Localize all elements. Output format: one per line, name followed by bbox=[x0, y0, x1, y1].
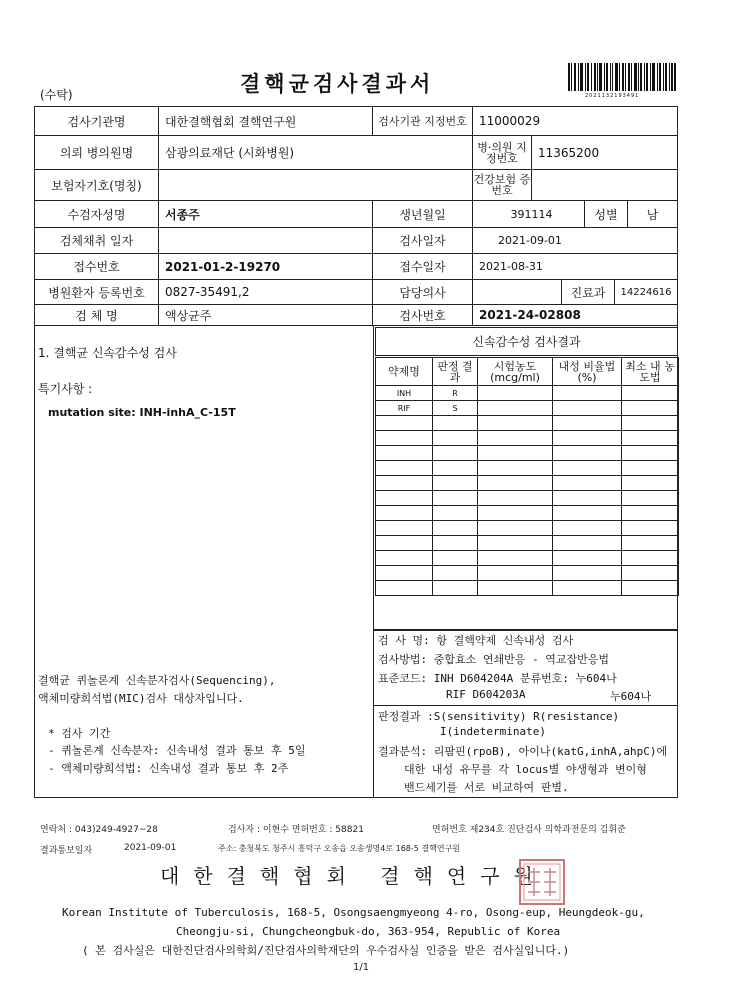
test-name: 검 사 명: 항 결핵약제 신속내성 검사 bbox=[378, 634, 574, 647]
analysis-line-1: 결과분석: 리팜핀(rpoB), 아이나(katG,inhA,ahpC)에 bbox=[378, 745, 668, 758]
empty-cell bbox=[376, 491, 433, 506]
test-no-value: 2021-24-02808 bbox=[472, 304, 678, 326]
header-result: 판정 결과 bbox=[433, 358, 478, 386]
report-date: 2021-09-01 bbox=[124, 843, 177, 853]
sex-value: 남 bbox=[627, 200, 678, 228]
drug-cell: INH bbox=[376, 386, 433, 401]
empty-cell bbox=[478, 506, 553, 521]
method-divider bbox=[374, 705, 677, 706]
hosp-patient-label: 병원환자 등록번호 bbox=[34, 279, 159, 305]
empty-cell bbox=[622, 506, 679, 521]
empty-cell bbox=[553, 476, 622, 491]
lab-id-label: 검사기관 지정번호 bbox=[372, 106, 473, 136]
empty-cell bbox=[433, 461, 478, 476]
phone: 연락처 : 043)249-4927~28 bbox=[40, 825, 158, 835]
page-title: 결핵균검사결과서 bbox=[240, 71, 435, 96]
lab-id-value: 11000029 bbox=[472, 106, 678, 136]
result-cell: R bbox=[433, 386, 478, 401]
empty-cell bbox=[478, 536, 553, 551]
empty-cell bbox=[376, 461, 433, 476]
insured-value bbox=[158, 169, 473, 201]
empty-cell bbox=[622, 461, 679, 476]
results-table bbox=[375, 357, 679, 596]
dob-label: 생년월일 bbox=[372, 200, 473, 228]
empty-cell bbox=[433, 521, 478, 536]
report-date-label: 결과통보일자 bbox=[40, 846, 93, 856]
specimen-value: 액상균주 bbox=[158, 304, 373, 326]
lab-value: 대한결핵협회 결핵연구원 bbox=[158, 106, 373, 136]
empty-cell bbox=[433, 491, 478, 506]
empty-cell bbox=[376, 416, 433, 431]
analysis-line-3: 밴드세기를 서로 비교하여 판별. bbox=[404, 781, 569, 794]
mic-cell bbox=[622, 386, 679, 401]
hospital-id-value: 11365200 bbox=[531, 135, 678, 170]
address: 주소: 충청북도 청주시 흥덕구 오송읍 오송생명4로 168-5 결핵연구원 bbox=[218, 844, 461, 853]
lab-label: 검사기관명 bbox=[34, 106, 159, 136]
empty-cell bbox=[433, 476, 478, 491]
judge-line-1: 판정결과 :S(sensitivity) R(resistance) bbox=[378, 710, 620, 723]
test-date-label: 검사일자 bbox=[372, 227, 473, 254]
table-row bbox=[376, 386, 679, 401]
empty-cell bbox=[553, 461, 622, 476]
patient-label: 수검자성명 bbox=[34, 200, 159, 228]
concentration-cell bbox=[478, 401, 553, 416]
empty-cell bbox=[478, 566, 553, 581]
receipt-no-label: 접수번호 bbox=[34, 253, 159, 280]
empty-cell bbox=[622, 431, 679, 446]
code-line-2: RIF D604203A bbox=[446, 688, 526, 701]
empty-cell bbox=[478, 581, 553, 596]
english-address-2: Cheongju-si, Chungcheongbuk-do, 363-954, Republic of Korea bbox=[176, 925, 561, 938]
empty-cell bbox=[553, 416, 622, 431]
empty-cell bbox=[622, 536, 679, 551]
empty-cell bbox=[433, 566, 478, 581]
table-row-empty bbox=[376, 491, 679, 506]
specimen-label: 검 체 명 bbox=[34, 304, 159, 326]
table-row-empty bbox=[376, 446, 679, 461]
page-number: 1/1 bbox=[353, 962, 370, 973]
receipt-date-value: 2021-08-31 bbox=[472, 253, 678, 280]
empty-cell bbox=[622, 416, 679, 431]
mutation-site: mutation site: INH-inhA_C-15T bbox=[48, 406, 236, 419]
code-line-2b: 누604나 bbox=[610, 690, 652, 703]
empty-cell bbox=[376, 536, 433, 551]
collect-value bbox=[158, 227, 373, 254]
empty-cell bbox=[478, 521, 553, 536]
hosp-patient-value: 0827-35491,2 bbox=[158, 279, 373, 305]
doctor-label: 담당의사 bbox=[372, 279, 473, 305]
table-row-empty bbox=[376, 506, 679, 521]
empty-cell bbox=[376, 446, 433, 461]
empty-cell bbox=[553, 536, 622, 551]
barcode bbox=[568, 63, 676, 91]
certification: ( 본 검사실은 대한진단검사의학회/진단검사의학재단의 우수검사실 인증을 받은 검사실입니다.) bbox=[82, 944, 570, 957]
empty-cell bbox=[376, 431, 433, 446]
empty-cell bbox=[553, 446, 622, 461]
note-line-1: 결핵균 퀴놀론계 신속분자검사(Sequencing), bbox=[38, 674, 276, 687]
concentration-cell bbox=[478, 386, 553, 401]
empty-cell bbox=[376, 506, 433, 521]
empty-cell bbox=[622, 581, 679, 596]
doctor-value bbox=[472, 279, 562, 305]
official-seal bbox=[518, 858, 566, 906]
test-no-label: 검사번호 bbox=[372, 304, 473, 326]
results-header-row bbox=[376, 358, 679, 386]
empty-cell bbox=[433, 506, 478, 521]
dob-value: 391114 bbox=[472, 200, 585, 228]
health-no-label: 건강보험 증번호 bbox=[472, 169, 532, 201]
table-row-empty bbox=[376, 476, 679, 491]
empty-cell bbox=[376, 581, 433, 596]
empty-cell bbox=[433, 581, 478, 596]
empty-cell bbox=[553, 581, 622, 596]
analysis-line-2: 대한 내성 유무를 각 locus별 야생형과 변이형 bbox=[404, 763, 647, 776]
table-row-empty bbox=[376, 431, 679, 446]
hospital-value: 삼광의료재단 (시화병원) bbox=[158, 135, 473, 170]
empty-cell bbox=[478, 431, 553, 446]
period-line-2: - 액체미량희석법: 신속내성 결과 통보 후 2주 bbox=[48, 762, 289, 775]
receipt-date-label: 접수일자 bbox=[372, 253, 473, 280]
empty-cell bbox=[433, 431, 478, 446]
empty-cell bbox=[376, 566, 433, 581]
note-line-2: 액체미량희석법(MIC)검사 대상자입니다. bbox=[38, 692, 244, 705]
health-no-value bbox=[531, 169, 678, 201]
empty-cell bbox=[433, 416, 478, 431]
empty-cell bbox=[553, 491, 622, 506]
empty-cell bbox=[376, 551, 433, 566]
drug-cell: RIF bbox=[376, 401, 433, 416]
examiner: 검사자 : 이현수 면허번호 : 58821 bbox=[228, 825, 364, 835]
empty-cell bbox=[376, 521, 433, 536]
empty-cell bbox=[622, 476, 679, 491]
insured-label: 보험자기호(명칭) bbox=[34, 169, 159, 201]
patient-value: 서종주 bbox=[158, 200, 373, 228]
empty-cell bbox=[478, 416, 553, 431]
test-date-value: 2021-09-01 bbox=[472, 227, 678, 254]
empty-cell bbox=[478, 491, 553, 506]
empty-cell bbox=[478, 476, 553, 491]
empty-cell bbox=[553, 431, 622, 446]
judge-line-2: I(indeterminate) bbox=[440, 725, 546, 738]
empty-cell bbox=[622, 521, 679, 536]
table-row-empty bbox=[376, 551, 679, 566]
empty-cell bbox=[433, 446, 478, 461]
english-address-1: Korean Institute of Tuberculosis, 168-5, Osongsaengmyeong 4-ro, Osong-eup, Heungdeok-gu, bbox=[62, 906, 645, 919]
period-title: * 검사 기간 bbox=[48, 727, 111, 740]
header-drug: 약제명 bbox=[376, 358, 433, 386]
barcode-number: 2021132193491 bbox=[585, 93, 640, 99]
empty-cell bbox=[622, 491, 679, 506]
table-row-empty bbox=[376, 461, 679, 476]
dept-label: 진료과 bbox=[561, 279, 615, 305]
empty-cell bbox=[553, 506, 622, 521]
table-row-empty bbox=[376, 581, 679, 596]
table-row-empty bbox=[376, 416, 679, 431]
mic-cell bbox=[622, 401, 679, 416]
code-line-1: 표준코드: INH D604204A 분류번호: 누604나 bbox=[378, 672, 617, 685]
empty-cell bbox=[553, 566, 622, 581]
result-cell: S bbox=[433, 401, 478, 416]
receipt-no-value: 2021-01-2-19270 bbox=[158, 253, 373, 280]
collect-label: 검체채취 일자 bbox=[34, 227, 159, 254]
test-item: 1. 결핵균 신속감수성 검사 bbox=[38, 346, 177, 360]
receipt-label: (수탁) bbox=[40, 88, 73, 102]
table-row-empty bbox=[376, 536, 679, 551]
proportion-cell bbox=[553, 401, 622, 416]
test-method: 검사방법: 중합효소 연쇄반응 - 역교잡반응법 bbox=[378, 653, 610, 666]
empty-cell bbox=[433, 536, 478, 551]
empty-cell bbox=[433, 551, 478, 566]
header-concentration: 시험농도 (mcg/ml) bbox=[478, 358, 553, 386]
empty-cell bbox=[376, 476, 433, 491]
license: 면허번호 제234호 진단검사 의학과전문의 김휘준 bbox=[432, 825, 626, 835]
dept-value: 14224616 bbox=[614, 279, 678, 305]
empty-cell bbox=[622, 446, 679, 461]
institute-name: 대한결핵협회 결핵연구원 bbox=[160, 864, 547, 888]
sex-label: 성별 bbox=[584, 200, 628, 228]
hospital-label: 의뢰 병의원명 bbox=[34, 135, 159, 170]
empty-cell bbox=[622, 551, 679, 566]
hospital-id-label: 병·의원 지정번호 bbox=[472, 135, 532, 170]
header-mic: 최소 내 농도법 bbox=[622, 358, 679, 386]
table-row-empty bbox=[376, 566, 679, 581]
empty-cell bbox=[553, 551, 622, 566]
header-proportion: 내성 비율법(%) bbox=[553, 358, 622, 386]
proportion-cell bbox=[553, 386, 622, 401]
table-row-empty bbox=[376, 521, 679, 536]
empty-cell bbox=[478, 551, 553, 566]
empty-cell bbox=[478, 446, 553, 461]
period-line-1: - 퀴놀론계 신속분자: 신속내성 결과 통보 후 5일 bbox=[48, 744, 306, 757]
remarks-label: 특기사항 : bbox=[38, 382, 93, 396]
empty-cell bbox=[622, 566, 679, 581]
empty-cell bbox=[478, 461, 553, 476]
results-title: 신속감수성 검사결과 bbox=[375, 327, 678, 356]
table-row bbox=[376, 401, 679, 416]
empty-cell bbox=[553, 521, 622, 536]
